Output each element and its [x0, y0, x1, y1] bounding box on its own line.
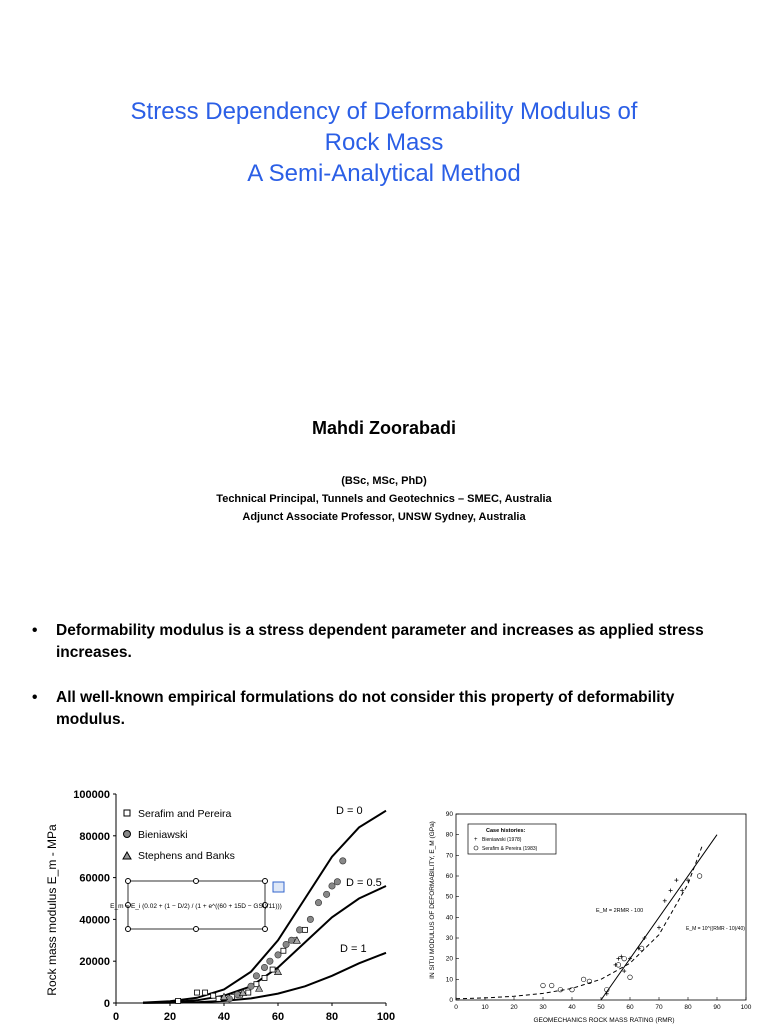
in-situ-modulus-chart: [424, 800, 768, 1024]
y-tick-label: 100000: [73, 789, 110, 801]
data-point-circle: [697, 874, 702, 879]
legend-label: Bieniawski: [138, 829, 188, 841]
y-tick-label: 0: [449, 997, 453, 1004]
data-point-square: [254, 982, 259, 987]
credentials-role-1: Technical Principal, Tunnels and Geotechnics – SMEC, Australia: [216, 493, 552, 505]
credentials-degrees: (BSc, MSc, PhD): [341, 475, 427, 487]
y-tick-label: 90: [445, 811, 453, 818]
data-point-circle: [296, 927, 302, 933]
y-tick-label: 80000: [79, 830, 110, 843]
data-point-circle: [315, 899, 321, 905]
legend-triangle-marker: [123, 852, 131, 859]
y-tick-label: 20000: [79, 956, 110, 969]
x-tick-label: 0: [454, 1004, 458, 1011]
x-tick-label: 90: [713, 1004, 721, 1011]
y-tick-label: 60000: [79, 872, 110, 885]
bullet-text: Deformability modulus is a stress dependent parameter and increases as applied stress increases.: [56, 622, 704, 661]
y-tick-label: 60: [445, 873, 453, 880]
y-axis-label: Rock mass modulus E_m - MPa: [45, 824, 59, 996]
legend-circle-marker: [124, 831, 131, 838]
data-point-plus: [669, 888, 673, 892]
data-point-circle: [253, 973, 259, 979]
x-tick-label: 20: [163, 1011, 177, 1023]
bullet-item: [32, 620, 744, 664]
bullet-text: All well-known empirical formulations do not consider this property of deformability modulus.: [56, 689, 675, 728]
annotation-exponential: E_M = 10^((RMR - 10)/40): [686, 926, 745, 932]
y-tick-label: 10: [445, 976, 453, 984]
data-point-circle: [541, 983, 546, 988]
annotation-linear: E_M = 2RMR - 100: [596, 908, 644, 914]
x-tick-label: 80: [684, 1004, 692, 1011]
data-point-circle: [307, 916, 313, 922]
data-point-square: [281, 948, 286, 953]
data-point-circle: [549, 983, 554, 988]
data-point-square: [203, 990, 208, 995]
x-tick-label: 10: [481, 1004, 489, 1011]
x-tick-label: 60: [271, 1011, 285, 1023]
curve-exponential: [456, 845, 703, 999]
y-axis-label: IN SITU MODULUS OF DEFORMABILITY, E_M (GPa): [429, 821, 436, 979]
y-tick-label: 40: [445, 914, 453, 922]
data-point-plus: [605, 992, 609, 996]
data-point-square: [246, 990, 251, 995]
equation-text: E_m = E_i (0.02 + (1 − D/2) / (1 + e^((60 + 15D − GSI)/11))): [110, 903, 282, 910]
curve-label-d0: D = 0: [336, 805, 363, 817]
bullet-marker: •: [32, 689, 38, 706]
data-point-square: [176, 998, 181, 1003]
data-point-circle: [570, 987, 575, 992]
x-tick-label: 80: [325, 1011, 339, 1023]
data-point-circle: [267, 958, 273, 964]
data-point-square: [195, 990, 200, 995]
data-point-plus: [663, 899, 667, 903]
legend: [468, 824, 556, 854]
data-point-circle: [329, 883, 335, 889]
data-point-circle: [581, 977, 586, 982]
curve-label-d05: D = 0.5: [346, 877, 382, 889]
data-point-plus: [616, 957, 620, 961]
data-point-circle: [628, 975, 633, 980]
x-tick-label: 0: [112, 1011, 120, 1023]
x-tick-label: 70: [655, 1004, 663, 1011]
title-line-3: A Semi-Analytical Method: [247, 160, 521, 187]
data-point-circle: [283, 941, 289, 947]
data-point-square: [303, 927, 308, 932]
data-point-plus: [674, 878, 678, 882]
x-axis-label: GEOMECHANICS ROCK MASS RATING (RMR): [533, 1017, 675, 1024]
slide-title: [0, 96, 768, 189]
x-tick-label: 40: [217, 1011, 231, 1023]
data-point-plus: [680, 888, 684, 892]
title-line-2: Rock Mass: [324, 129, 444, 156]
data-point-circle: [248, 983, 254, 989]
legend-label: Stephens and Banks: [138, 850, 235, 862]
equation-box: [110, 879, 284, 932]
expand-icon: [273, 882, 284, 892]
bullet-marker: •: [32, 622, 38, 639]
bullet-item: [32, 687, 744, 731]
data-point-circle: [334, 879, 340, 885]
legend-square-marker: [124, 810, 130, 816]
curve-label-d1: D = 1: [340, 943, 367, 955]
curve-linear: [601, 835, 717, 1000]
data-point-circle: [275, 952, 281, 958]
credentials-role-2: Adjunct Associate Professor, UNSW Sydney, Australia: [242, 511, 526, 523]
rock-mass-modulus-chart: [40, 780, 400, 1024]
legend-label: Bieniawski (1978): [482, 837, 522, 843]
legend: [123, 808, 235, 862]
legend-label: Serafim & Pereira (1983): [482, 846, 538, 852]
y-tick-label: 50: [445, 893, 453, 901]
credentials: [0, 472, 768, 526]
x-tick-label: 60: [626, 1004, 634, 1011]
x-tick-label: 50: [597, 1004, 605, 1011]
y-tick-label: 0: [103, 998, 110, 1010]
author-name: Mahdi Zoorabadi: [312, 418, 456, 438]
y-tick-label: 80: [445, 831, 453, 839]
data-point-circle: [323, 891, 329, 897]
data-point-circle: [622, 956, 627, 961]
plus-marker-icon: +: [474, 837, 478, 843]
x-tick-label: 20: [510, 1004, 518, 1011]
x-tick-label: 30: [539, 1004, 547, 1011]
y-tick-label: 20: [445, 955, 453, 963]
x-tick-label: 40: [568, 1004, 576, 1011]
legend-label: Serafim and Pereira: [138, 808, 232, 820]
x-tick-label: 100: [740, 1004, 752, 1011]
data-point-square: [211, 993, 216, 998]
legend-title: Case histories:: [486, 828, 526, 834]
y-tick-label: 40000: [79, 914, 110, 927]
data-point-plus: [657, 926, 661, 930]
data-point-circle: [261, 964, 267, 970]
x-tick-label: 100: [376, 1011, 396, 1023]
title-line-1: Stress Dependency of Deformability Modulus of: [130, 98, 638, 125]
y-tick-label: 30: [445, 935, 453, 942]
data-point-square: [216, 996, 221, 1001]
y-tick-label: 70: [445, 852, 453, 860]
data-point-circle: [340, 858, 346, 864]
data-point-square: [262, 975, 267, 980]
data-point-square: [270, 967, 275, 972]
bullet-list: [32, 620, 744, 754]
